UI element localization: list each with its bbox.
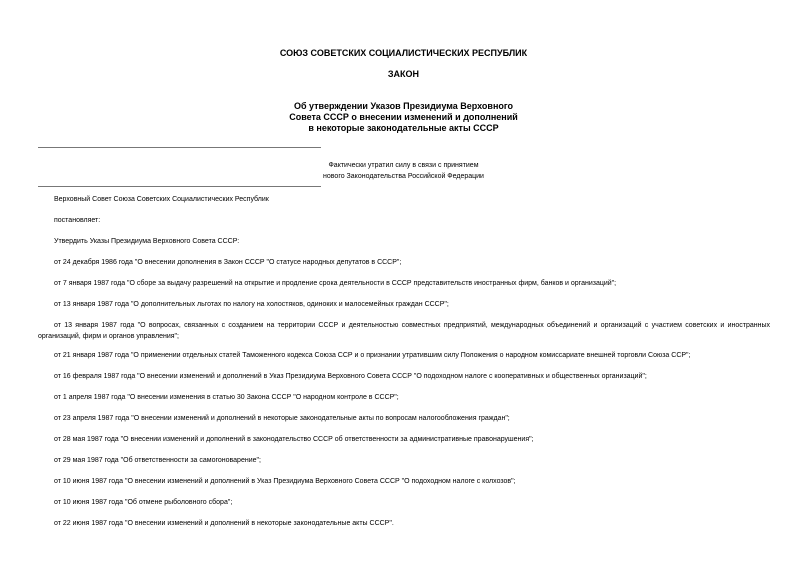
decree-item: от 29 мая 1987 года "Об ответственности за самогоноварение"; <box>54 457 261 464</box>
decree-item: от 22 июня 1987 года "О внесении изменений и дополнений в некоторые законодательные акты СССР". <box>54 520 394 527</box>
body-paragraph: Утвердить Указы Президиума Верховного Совета СССР: <box>54 238 240 245</box>
decree-item: от 16 февраля 1987 года "О внесении изменений и дополнений в Указ Президиума Верховного Совета СССР "О подоходном налоге с кооперативных и общественных организаций"; <box>54 373 647 380</box>
decree-item: от 10 июня 1987 года "Об отмене рыболовного сбора"; <box>54 499 233 506</box>
divider-bottom <box>38 186 321 187</box>
decree-item: от 21 января 1987 года "О применении отдельных статей Таможенного кодекса Союза ССР и о признании утратившим силу Положения о народном комиссариате внешней торговли Союза ССР"; <box>54 352 691 359</box>
union-heading: СОЮЗ СОВЕТСКИХ СОЦИАЛИСТИЧЕСКИХ РЕСПУБЛИК <box>279 48 528 58</box>
decree-item: от 13 января 1987 года "О дополнительных льготах по налогу на холостяков, одиноких и малосемейных граждан СССР"; <box>54 301 449 308</box>
status-note <box>0 160 807 182</box>
document-type: ЗАКОН <box>387 69 420 79</box>
divider-top <box>38 147 321 148</box>
decree-item: от 10 июня 1987 года "О внесении изменений и дополнений в Указ Президиума Верховного Совета СССР "О подоходном налоге с колхозов"; <box>54 478 516 485</box>
title-line: в некоторые законодательные акты СССР <box>308 123 499 133</box>
document-title <box>0 101 807 134</box>
body-paragraph: Верховный Совет Союза Советских Социалистических Республик <box>54 196 269 203</box>
decree-item: от 24 декабря 1986 года "О внесении дополнения в Закон СССР "О статусе народных депутатов в СССР"; <box>54 259 402 266</box>
body-paragraph: постановляет: <box>54 217 101 224</box>
decree-item: от 28 мая 1987 года "О внесении изменений и дополнений в законодательство СССР об ответственности за административные правонарушения"; <box>54 436 534 443</box>
title-line: Об утверждении Указов Президиума Верховного <box>293 101 514 111</box>
decree-item: от 7 января 1987 года "О сборе за выдачу разрешений на открытие и продление срока деятельности в СССР представительств иностранных фирм, банков и организаций"; <box>54 280 617 287</box>
title-line: Совета СССР о внесении изменений и дополнений <box>289 112 518 122</box>
decree-item: от 1 апреля 1987 года "О внесении изменения в статью 30 Закона СССР "О народном контроле в СССР"; <box>54 394 399 401</box>
decree-item: от 13 января 1987 года "О вопросах, связанных с созданием на территории СССР и деятельностью совместных предприятий, международных объединений и организаций с участием советских и иностранных организаций, фирм и органов управления"; <box>38 322 770 340</box>
status-note-line: Фактически утратил силу в связи с принятием <box>328 162 479 169</box>
status-note-line: нового Законодательства Российской Федерации <box>323 173 484 180</box>
decree-item: от 23 апреля 1987 года "О внесении изменений и дополнений в некоторые законодательные акты по вопросам налогообложения граждан"; <box>54 415 510 422</box>
